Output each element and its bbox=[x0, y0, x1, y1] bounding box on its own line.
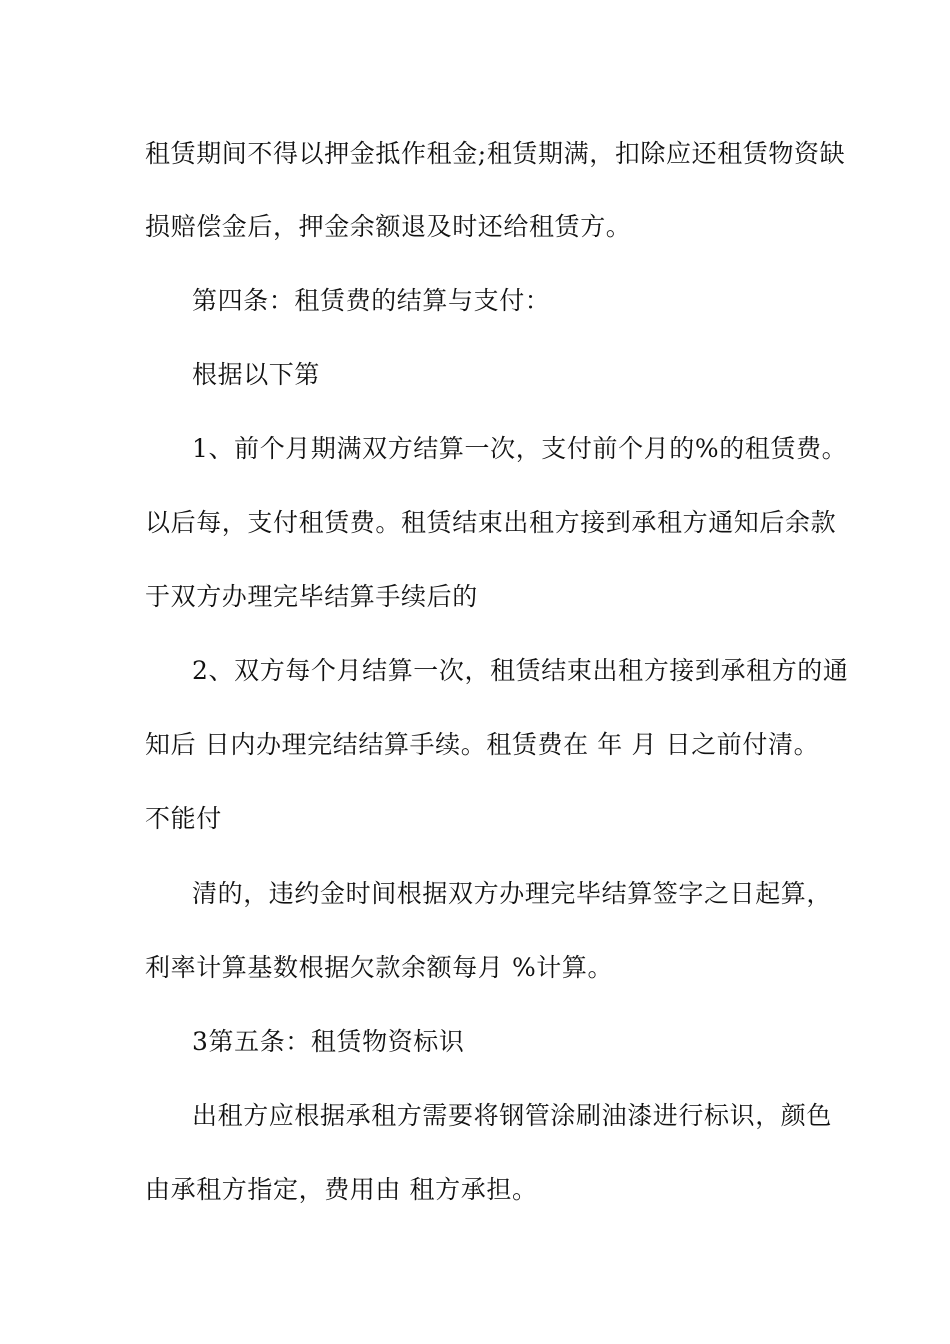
paragraph-line: 以后每，支付租赁费。租赁结束出租方接到承租方通知后余款 bbox=[145, 508, 837, 537]
paragraph-line: 根据以下第 bbox=[192, 360, 321, 389]
article-heading: 3第五条：租赁物资标识 bbox=[192, 1027, 465, 1056]
paragraph-line: 损赔偿金后，押金余额退及时还给租赁方。 bbox=[145, 212, 632, 241]
paragraph-line: 出租方应根据承租方需要将钢管涂刷油漆进行标识，颜色 bbox=[192, 1101, 833, 1130]
paragraph-line: 知后 日内办理完结结算手续。租赁费在 年 月 日之前付清。 bbox=[145, 730, 820, 759]
article-heading: 第四条：租赁费的结算与支付： bbox=[192, 286, 551, 315]
paragraph-line: 于双方办理完毕结算手续后的 bbox=[145, 582, 478, 611]
paragraph-line: 租赁期间不得以押金抵作租金;租赁期满，扣除应还租赁物资缺 bbox=[145, 139, 846, 168]
paragraph-line: 不能付 bbox=[145, 804, 222, 833]
paragraph-line: 清的，违约金时间根据双方办理完毕结算签字之日起算， bbox=[192, 879, 833, 908]
list-item-2: 2、双方每个月结算一次，租赁结束出租方接到承租方的通 bbox=[192, 656, 849, 685]
list-item-1: 1、前个月期满双方结算一次，支付前个月的%的租赁费。 bbox=[192, 434, 848, 463]
paragraph-line: 利率计算基数根据欠款余额每月 %计算。 bbox=[145, 953, 614, 982]
paragraph-line: 由承租方指定，费用由 租方承担。 bbox=[145, 1175, 538, 1204]
